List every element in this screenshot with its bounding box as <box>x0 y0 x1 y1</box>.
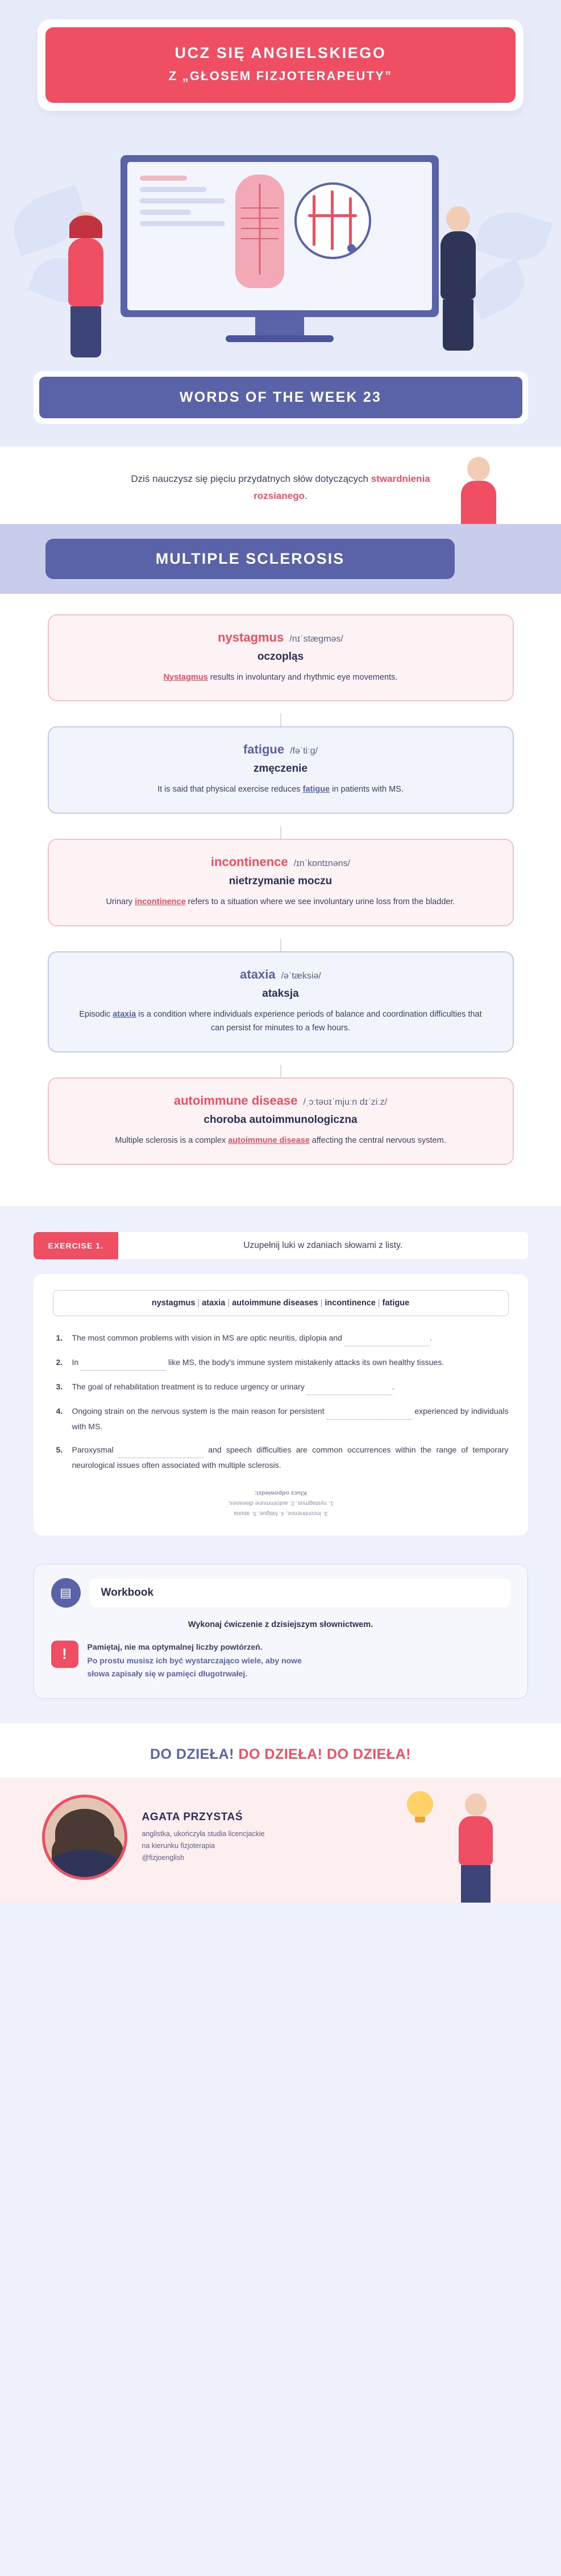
magnifier-handle-icon <box>346 243 371 259</box>
sentence-highlight: autoimmune disease <box>228 1136 310 1146</box>
word-bank: nystagmus | ataxia | autoimmune diseases | incontinence | fatigue <box>53 1290 509 1316</box>
question-text-pre: The most common problems with vision in MS are optic neuritis, diplopia and <box>72 1333 342 1343</box>
intro-text-after: . <box>305 490 307 501</box>
answer-key-line2: 3. incontinence, 4. fatigue, 5. ataxia <box>233 1510 328 1517</box>
word-card-term-row <box>77 855 484 869</box>
card-connector <box>280 1065 281 1077</box>
workbook-note-line2: Po prostu musisz ich być wystarczająco wiele, aby nowe <box>87 1655 302 1665</box>
answer-blank[interactable] <box>118 1443 203 1458</box>
word-card <box>48 614 514 702</box>
question-text-post: and speech difficulties are common occurrences within the range of temporary neurological issues often associated with multiple sclerosis. <box>72 1445 509 1470</box>
word-translation: nietrzymanie moczu <box>228 875 333 888</box>
cta-part2: DO DZIEŁA! <box>238 1746 323 1763</box>
author-name: AGATA PRZYSTAŚ <box>142 1811 243 1824</box>
word-bank-item: fatigue <box>382 1299 410 1308</box>
workbook-note <box>51 1641 510 1681</box>
sentence-pre: Multiple sclerosis is a complex <box>115 1136 228 1146</box>
sentence-post: refers to a situation where we see involuntary urine loss from the bladder. <box>185 897 455 907</box>
magnifier-lens-icon <box>294 182 371 259</box>
sentence-post: is a condition where individuals experience periods of balance and coordination difficulties that can persist for minutes to a few hours. <box>136 1010 482 1033</box>
hero-illustration <box>0 127 561 371</box>
word-bank-item: ataxia <box>202 1299 226 1308</box>
question-text-post: experienced by individuals with MS. <box>72 1406 509 1431</box>
lightbulb-icon <box>407 1791 433 1817</box>
monitor-screen <box>127 162 432 310</box>
words-banner-label: WORDS OF THE WEEK 23 <box>39 377 522 418</box>
avatar <box>42 1795 127 1880</box>
sentence-pre: Episodic <box>79 1010 113 1019</box>
header-section <box>0 0 561 127</box>
word-ipa: /ɪnˈkɒntɪnəns/ <box>293 859 351 869</box>
word-bank-item: nystagmus <box>151 1299 196 1308</box>
workbook-section <box>0 1558 561 1724</box>
word-translation: ataksja <box>262 988 299 1000</box>
word-card-term-row <box>77 1093 484 1108</box>
intro-highlight: stwardnienia rozsianego <box>254 473 430 501</box>
person-left-illustration <box>68 212 103 357</box>
question-text-pre: The goal of rehabilitation treatment is to reduce urgency or urinary <box>72 1381 305 1391</box>
topic-label: MULTIPLE SCLEROSIS <box>45 539 455 579</box>
word-card <box>48 726 514 814</box>
sentence-highlight: ataxia <box>113 1010 136 1019</box>
header-title-line2: Z „GŁOSEM FIZJOTERAPEUTY” <box>168 69 393 83</box>
question-text-post: . <box>429 1333 432 1343</box>
word-translation: choroba autoimmunologiczna <box>203 1114 358 1126</box>
word-term: autoimmune disease <box>173 1093 298 1108</box>
sentence-post: results in involuntary and rhythmic eye movements. <box>207 672 398 682</box>
workbook-header <box>51 1578 510 1608</box>
exercise-questions <box>53 1331 509 1473</box>
card-connector <box>280 939 281 951</box>
answer-blank[interactable] <box>81 1355 166 1371</box>
sentence-highlight: incontinence <box>135 897 186 907</box>
sentence-post: in patients with MS. <box>330 785 404 794</box>
word-ipa: /nɪˈstæɡməs/ <box>289 634 343 644</box>
exercise-instruction: Uzupełnij luki w zdaniach słowami z listy. <box>118 1232 528 1259</box>
workbook-card <box>34 1564 528 1699</box>
word-ipa: /fəˈtiːɡ/ <box>290 746 318 756</box>
word-term: incontinence <box>210 855 288 869</box>
sentence-pre: It is said that physical exercise reduces <box>157 785 303 794</box>
word-card <box>48 1077 514 1165</box>
words-banner-section <box>0 371 561 447</box>
word-translation: zmęczenie <box>253 763 308 775</box>
exercise-header <box>34 1232 528 1259</box>
intro-text <box>122 471 440 505</box>
word-sentence <box>77 671 484 685</box>
answer-key-title: Klucz odpowiedzi: <box>254 1490 307 1497</box>
person-reading-illustration <box>430 1793 521 1903</box>
sentence-post: affecting the central nervous system. <box>309 1136 446 1146</box>
cta-part3: DO DZIEŁA! <box>326 1746 412 1763</box>
word-cards-section <box>0 594 561 1206</box>
question-text-pre: In <box>72 1357 79 1367</box>
author-section <box>0 1778 561 1903</box>
workbook-note-text <box>88 1641 302 1681</box>
card-connector <box>280 826 281 839</box>
word-translation: oczopląs <box>257 650 304 663</box>
workbook-note-line3: słowa zapisały się w pamięci długotrwałej. <box>87 1669 248 1679</box>
answer-blank[interactable] <box>307 1380 392 1395</box>
word-card-term-row <box>77 630 484 645</box>
intro-text-before: Dziś nauczysz się pięciu przydatnych słów dotyczących <box>131 473 371 484</box>
answer-key <box>53 1488 509 1518</box>
notebook-icon: ▤ <box>51 1578 81 1608</box>
author-desc-line2: na kierunku fizjoterapia <box>142 1841 215 1850</box>
workbook-note-line1: Pamiętaj, nie ma optymalnej liczby powtórzeń. <box>87 1642 263 1651</box>
answer-key-line1: 1. nystagmus, 2. autoimmune diseases, <box>228 1500 334 1507</box>
screen-text-lines <box>140 172 225 300</box>
question-text-post: like MS, the body's immune system mistakenly attacks its own healthy tissues. <box>166 1357 444 1367</box>
exercise-question <box>53 1443 509 1473</box>
exercise-question <box>53 1355 509 1371</box>
monitor-stand <box>255 317 304 336</box>
author-handle: @fizjoenglish <box>142 1853 185 1862</box>
question-text-post: . <box>392 1381 394 1391</box>
header-card <box>38 19 523 111</box>
monitor-illustration <box>120 155 439 317</box>
header-banner <box>45 27 516 103</box>
word-bank-item: incontinence <box>325 1299 376 1308</box>
exclamation-icon: ! <box>51 1641 78 1668</box>
exercise-question <box>53 1380 509 1395</box>
workbook-title: Workbook <box>90 1579 510 1607</box>
word-term: fatigue <box>243 742 285 757</box>
word-sentence <box>77 896 484 909</box>
answer-blank[interactable] <box>327 1404 412 1420</box>
topic-section <box>0 524 561 594</box>
word-card <box>48 839 514 926</box>
word-ipa: /əˈtæksiə/ <box>281 971 321 981</box>
word-card-term-row <box>77 742 484 757</box>
answer-blank[interactable] <box>344 1331 430 1346</box>
exercise-tag: EXERCISE 1. <box>34 1232 118 1259</box>
exercise-question <box>53 1331 509 1346</box>
sentence-highlight: Nystagmus <box>163 672 208 682</box>
anatomy-figure-icon <box>235 174 284 288</box>
card-connector <box>280 714 281 726</box>
exercise-question <box>53 1404 509 1434</box>
word-term: nystagmus <box>218 630 284 644</box>
sentence-pre: Urinary <box>106 897 135 907</box>
word-bank-item: autoimmune diseases <box>232 1299 318 1308</box>
word-card <box>48 951 514 1052</box>
question-text-pre: Ongoing strain on the nervous system is the main reason for persistent <box>72 1406 325 1416</box>
word-sentence <box>77 1008 484 1035</box>
cta-part1: DO DZIEŁA! <box>149 1746 235 1763</box>
sentence-highlight: fatigue <box>302 785 330 794</box>
cta-section <box>0 1724 561 1778</box>
author-desc-line1: anglistka, ukończyła studia licencjackie <box>142 1830 265 1838</box>
author-details <box>142 1811 265 1863</box>
exercise-body <box>34 1274 528 1535</box>
word-ipa: /ˌɔːtəʊɪˈmjuːn dɪˈziːz/ <box>303 1097 388 1108</box>
person-right-illustration <box>441 206 476 351</box>
words-banner-frame <box>34 371 528 424</box>
header-title-line1: UCZ SIĘ ANGIELSKIEGO <box>174 44 387 61</box>
word-term: ataxia <box>240 967 276 982</box>
word-sentence <box>77 783 484 797</box>
intro-section <box>0 447 561 524</box>
word-card-term-row <box>77 967 484 982</box>
exercise-section <box>0 1206 561 1558</box>
workbook-task: Wykonaj ćwiczenie z dzisiejszym słownictwem. <box>188 1620 373 1629</box>
monitor-base <box>226 335 334 342</box>
question-text-pre: Paroxysmal <box>72 1445 114 1455</box>
word-sentence <box>77 1134 484 1148</box>
